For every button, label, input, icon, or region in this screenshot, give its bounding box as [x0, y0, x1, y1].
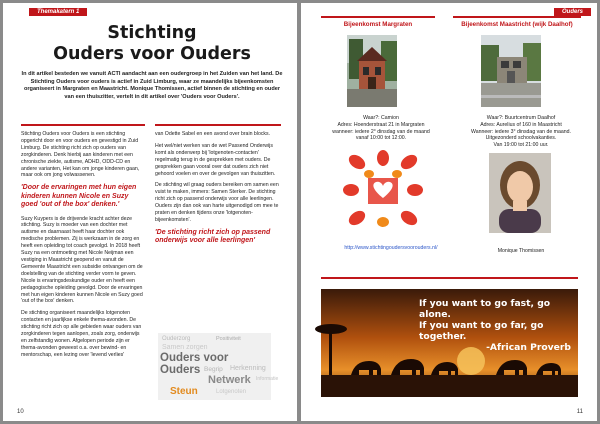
- maastricht-building-photo: [481, 35, 541, 107]
- paragraph: Suzy Kuypers is de drijvende kracht achter deze stichting. Suzy is moeder van een dochter met autisme en daarnaast heeft haar dochter ook medische problemen. Zij is werkzaam in de zorg en heeft een opleiding tot coach gevolgd. In 2018 heeft Suzy na een ontmoeting met Nicole Neijman een vestiging in Maastricht geopend en vanuit de Gemeente Maastricht een subsidie ontvangen om de doelstelling van de stichting verder vorm te geven. Nicole is ervaringsdeskundige ouder en heeft een pedagogische opleiding gevolgd. Door de ervaringen met hun eigen kinderen kunnen Nicole en Suzy goed 'out of the box' denken.: [21, 215, 143, 305]
- info-line: Adres: Hoenderstraat 21 in Margraten: [337, 121, 425, 128]
- divider-left: [21, 124, 145, 126]
- paragraph: De stichting organiseert maandelijks lotgenoten contacten en jaarlijkse enkele thema-avonden. De stichting richt zich op alle gebieden waar ouders van zorgkinderen tegen aanlopen, zoals zorg, onderwijs en zelfstandig wonen. Afgelopen periode zijn er thema-avonden geweest o.a. over bewind- en mentorschap, een lezing over 'levend verlies': [21, 310, 142, 358]
- info-line: Wanneer: iedere 3° dinsdag van de maand.: [471, 128, 571, 135]
- column-1: [21, 131, 145, 364]
- margraten-title: Bijeenkomst Margraten: [343, 21, 413, 28]
- cloud-word: Positiviteit: [216, 336, 241, 342]
- page-number: 11: [576, 409, 583, 415]
- divider-margraten: [321, 16, 435, 18]
- margraten-building-photo: [347, 35, 397, 107]
- cloud-word: Steun: [170, 386, 198, 397]
- cloud-word: Begrip: [204, 366, 223, 373]
- section-tag: Themakatern 1: [29, 8, 87, 16]
- pull-quote: 'De stichting richt zich op passend onderwijs voor alle leerlingen': [155, 228, 271, 245]
- cloud-word: Informatie: [256, 376, 279, 382]
- paragraph: Stichting Ouders voor Ouders is een stichting opgericht door en voor ouders en gevestigd in Zuid Limburg. De stichting richt zich op ouders van zorgkinderen. Denk hierbij aan kinderen met een chronische ziekte, autisme, ADHD, ODD-CD en andere varianten, Het kan om jonge kinderen gaan, maar ook om jong volwassenen.: [21, 131, 140, 179]
- hands-heart-logo: [343, 150, 423, 230]
- divider-maastricht: [453, 16, 581, 18]
- proverb-line: If you want to go far, go together.: [419, 320, 544, 342]
- word-cloud-image: [158, 333, 279, 400]
- portrait-caption: Monique Thomissen: [497, 248, 545, 254]
- cloud-word: Ouders: [160, 364, 201, 376]
- cloud-word: Lotgenoten: [216, 389, 247, 395]
- website-link[interactable]: http://www.stichtingoudersvoorouders.nl/: [344, 245, 438, 251]
- article-intro: In dit artikel besteden we vanuit ACTI aandacht aan een oudergroep in het Zuiden van het land. De Stichting Ouders voor ouders is actief in Zuid Limburg, waar ze maandelijks bijeenkomsten organiseert in Margraten en Maastricht. Monique Thomissen, actief binnen de stichting en ouder van een thuiszitter, vertelt in dit artikel over 'Ouders voor Ouders'.: [21, 71, 283, 100]
- article-title: [23, 23, 281, 65]
- section-tag: Ouders: [554, 8, 591, 16]
- proverb-text: [419, 298, 577, 353]
- title-line-1: Stichting: [107, 23, 197, 43]
- divider-right: [155, 124, 281, 126]
- paragraph: De stichting wil graag ouders bereiken om samen een vuist te maken, immers: Samen Sterker. De stichting richt zich op passend onderwijs voor alle leerlingen. Ouders zijn dan ook van harte uitgenodigd om mee te praten en denken tijdens onze 'lotgenoten-bijeenkomsten'.: [155, 182, 279, 223]
- paragraph: Het wel/niet werken van de wet Passend Onderwijs komt als onderwerp bij 'lotgenoten-contacten' regelmatig terug in de gesprekken met ouders. De gesprekken gaan vooral over dat ouders zich niet gehoord voelen en over de gevolgen van thuiszitten.: [155, 142, 276, 177]
- proverb-banner-image: [321, 289, 578, 397]
- right-page: [301, 3, 597, 421]
- column-2: [155, 131, 281, 252]
- info-line: Uitgezonderd schoolvakanties.: [485, 135, 557, 142]
- title-line-2: Ouders voor Ouders: [53, 44, 251, 64]
- margraten-info: [319, 115, 443, 142]
- pull-quote: 'Door de ervaringen met hun eigen kinderen kunnen Nicole en Suzy goed 'out of the box' denken.': [21, 184, 137, 209]
- paragraph: van Odette Sabel en een avond over brain blocks.: [155, 131, 271, 137]
- info-line: Van 19:00 tot 21:00 uur.: [493, 142, 549, 149]
- cloud-word: Ouderzorg: [162, 336, 191, 342]
- info-line: vanaf 10:00 tot 12:00.: [355, 135, 407, 142]
- proverb-line: -African Proverb: [486, 342, 571, 353]
- cloud-word: Netwerk: [208, 374, 251, 386]
- portrait-photo: [489, 153, 551, 233]
- info-line: Waar?: Buurtcentrum Daalhof: [486, 115, 556, 121]
- maastricht-title: Bijeenkomst Maastricht (wijk Daalhof): [461, 21, 573, 28]
- cloud-word: Ouders voor: [160, 352, 229, 364]
- divider-banner: [321, 277, 578, 279]
- maastricht-info: [451, 115, 591, 149]
- left-page: [3, 3, 297, 421]
- proverb-line: If you want to go fast, go alone.: [419, 298, 551, 320]
- cloud-word: Herkenning: [230, 365, 266, 372]
- info-line: Waar?: Camion: [363, 115, 399, 121]
- info-line: wanneer: iedere 2° dinsdag van de maand: [332, 128, 430, 135]
- cloud-word: Samen zorgen: [162, 344, 208, 351]
- page-number: 10: [17, 409, 24, 415]
- info-line: Adres: Aurelius of 160 in Maastricht: [480, 121, 562, 128]
